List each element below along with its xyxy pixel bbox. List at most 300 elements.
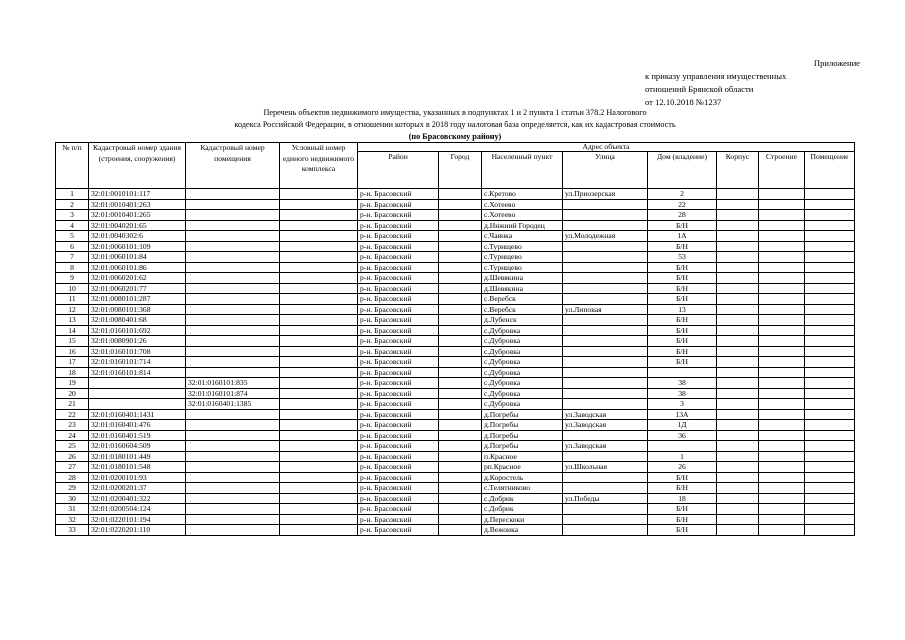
- cell-num: 24: [56, 430, 89, 441]
- cell-house: Б/Н: [648, 315, 717, 326]
- title-line-1: Перечень объектов недвижимого имущества, указанных в подпунктах 1 и 2 пункта 1 статьи 378.2 Налогового: [263, 108, 647, 117]
- cell-premises: [186, 283, 280, 294]
- cell-pomeshenie: [805, 336, 855, 347]
- cell-korpus: [717, 483, 759, 494]
- cell-premises: [186, 294, 280, 305]
- cell-street: [563, 430, 648, 441]
- table-row: [56, 304, 855, 315]
- cell-city: [439, 504, 482, 515]
- cell-settlement: д.Вежонка: [482, 525, 563, 536]
- cell-num: 21: [56, 399, 89, 410]
- cell-num: 3: [56, 210, 89, 221]
- cell-district: р-н. Брасовский: [358, 525, 439, 536]
- header-pomeshenie: Помещение: [805, 152, 855, 189]
- cell-district: р-н. Брасовский: [358, 462, 439, 473]
- cell-house: [648, 441, 717, 452]
- cell-city: [439, 273, 482, 284]
- header-stroenie: Строение: [759, 152, 805, 189]
- cell-stroenie: [759, 525, 805, 536]
- cell-city: [439, 462, 482, 473]
- cell-stroenie: [759, 378, 805, 389]
- cell-district: р-н. Брасовский: [358, 346, 439, 357]
- cell-building: 32:01:0040302:6: [89, 231, 186, 242]
- table-row: [56, 346, 855, 357]
- cell-pomeshenie: [805, 210, 855, 221]
- cell-pomeshenie: [805, 514, 855, 525]
- cell-settlement: с.Турищево: [482, 241, 563, 252]
- cell-city: [439, 189, 482, 200]
- cell-num: 10: [56, 283, 89, 294]
- cell-settlement: с.Дубровка: [482, 388, 563, 399]
- cell-building: [89, 388, 186, 399]
- cell-city: [439, 493, 482, 504]
- cell-premises: [186, 346, 280, 357]
- cell-building: 32:01:0060101:84: [89, 252, 186, 263]
- cell-premises: [186, 325, 280, 336]
- cell-pomeshenie: [805, 252, 855, 263]
- table-body: [56, 189, 855, 536]
- cell-premises: [186, 367, 280, 378]
- cell-korpus: [717, 451, 759, 462]
- table-row: [56, 399, 855, 410]
- cell-street: [563, 283, 648, 294]
- cell-city: [439, 472, 482, 483]
- cell-pomeshenie: [805, 273, 855, 284]
- cell-street: [563, 220, 648, 231]
- cell-premises: [186, 220, 280, 231]
- cell-complex: [280, 441, 358, 452]
- cell-num: 7: [56, 252, 89, 263]
- table-row: [56, 336, 855, 347]
- cell-premises: [186, 199, 280, 210]
- cell-street: ул.Липовая: [563, 304, 648, 315]
- cell-pomeshenie: [805, 315, 855, 326]
- cell-pomeshenie: [805, 409, 855, 420]
- cell-house: Б/Н: [648, 357, 717, 368]
- cell-stroenie: [759, 315, 805, 326]
- cell-num: 9: [56, 273, 89, 284]
- appendix-title: Приложение: [813, 58, 860, 68]
- cell-pomeshenie: [805, 294, 855, 305]
- cell-stroenie: [759, 294, 805, 305]
- cell-settlement: с.Хотеево: [482, 210, 563, 221]
- cell-premises: [186, 304, 280, 315]
- title-line-2: кодекса Российской Федерации, в отношении которых в 2018 году налоговая база определяется, как их кадастровая стоимость: [234, 120, 676, 129]
- cell-stroenie: [759, 189, 805, 200]
- cell-pomeshenie: [805, 462, 855, 473]
- cell-city: [439, 315, 482, 326]
- cell-house: 1А: [648, 231, 717, 242]
- cell-district: р-н. Брасовский: [358, 483, 439, 494]
- cell-pomeshenie: [805, 189, 855, 200]
- table-row: [56, 388, 855, 399]
- cell-complex: [280, 241, 358, 252]
- cell-street: ул.Приозерская: [563, 189, 648, 200]
- cell-house: Б/Н: [648, 294, 717, 305]
- cell-house: Б/Н: [648, 273, 717, 284]
- cell-street: [563, 252, 648, 263]
- cell-premises: [186, 493, 280, 504]
- table-row: [56, 430, 855, 441]
- cell-complex: [280, 493, 358, 504]
- cell-building: 32:01:0080101:368: [89, 304, 186, 315]
- cell-settlement: д.Шевякина: [482, 283, 563, 294]
- cell-korpus: [717, 189, 759, 200]
- cell-district: р-н. Брасовский: [358, 472, 439, 483]
- cell-street: [563, 325, 648, 336]
- cell-district: р-н. Брасовский: [358, 273, 439, 284]
- cell-pomeshenie: [805, 493, 855, 504]
- cell-district: р-н. Брасовский: [358, 451, 439, 462]
- cell-stroenie: [759, 220, 805, 231]
- cell-city: [439, 483, 482, 494]
- cell-house: 1Д: [648, 420, 717, 431]
- cell-district: р-н. Брасовский: [358, 378, 439, 389]
- cell-num: 20: [56, 388, 89, 399]
- cell-pomeshenie: [805, 483, 855, 494]
- cell-settlement: с.Дубровка: [482, 325, 563, 336]
- cell-stroenie: [759, 472, 805, 483]
- cell-settlement: д.Погребы: [482, 420, 563, 431]
- cell-premises: [186, 231, 280, 242]
- cell-city: [439, 231, 482, 242]
- cell-city: [439, 294, 482, 305]
- cell-city: [439, 283, 482, 294]
- cell-building: 32:01:0160101:708: [89, 346, 186, 357]
- cell-complex: [280, 273, 358, 284]
- cell-korpus: [717, 357, 759, 368]
- cell-premises: [186, 252, 280, 263]
- cell-complex: [280, 325, 358, 336]
- cell-house: Б/Н: [648, 504, 717, 515]
- cell-street: [563, 273, 648, 284]
- cell-house: 1: [648, 451, 717, 462]
- cell-pomeshenie: [805, 388, 855, 399]
- cell-house: Б/Н: [648, 325, 717, 336]
- cell-pomeshenie: [805, 504, 855, 515]
- cell-num: 29: [56, 483, 89, 494]
- cell-district: р-н. Брасовский: [358, 241, 439, 252]
- table-row: [56, 294, 855, 305]
- cell-settlement: д.Погребы: [482, 441, 563, 452]
- cell-complex: [280, 294, 358, 305]
- cell-pomeshenie: [805, 367, 855, 378]
- header-building: Кадастровый номер здания (строения, сооружения): [89, 143, 186, 189]
- cell-building: 32:01:0180101:548: [89, 462, 186, 473]
- document-title: [60, 107, 850, 143]
- cell-korpus: [717, 346, 759, 357]
- header-district: Район: [358, 152, 439, 189]
- cell-settlement: с.Кретово: [482, 189, 563, 200]
- table-row: [56, 420, 855, 431]
- cell-settlement: с.Дубровка: [482, 346, 563, 357]
- table-row: [56, 367, 855, 378]
- cell-street: [563, 210, 648, 221]
- cell-korpus: [717, 294, 759, 305]
- cell-house: 3: [648, 399, 717, 410]
- cell-korpus: [717, 441, 759, 452]
- table-row: [56, 315, 855, 326]
- cell-korpus: [717, 399, 759, 410]
- cell-pomeshenie: [805, 262, 855, 273]
- cell-city: [439, 378, 482, 389]
- header-complex: Условный номер единого недвижимого комплекса: [280, 143, 358, 189]
- cell-city: [439, 514, 482, 525]
- cell-building: 32:01:0160101:714: [89, 357, 186, 368]
- table-row: [56, 409, 855, 420]
- cell-street: ул.Заводская: [563, 420, 648, 431]
- cell-city: [439, 441, 482, 452]
- cell-building: 32:01:0200201:37: [89, 483, 186, 494]
- cell-district: р-н. Брасовский: [358, 504, 439, 515]
- cell-premises: [186, 504, 280, 515]
- cell-korpus: [717, 525, 759, 536]
- cell-korpus: [717, 252, 759, 263]
- cell-complex: [280, 409, 358, 420]
- cell-num: 13: [56, 315, 89, 326]
- cell-building: 32:01:0180101:449: [89, 451, 186, 462]
- title-district: (по Брасовскому району): [408, 132, 502, 141]
- cell-settlement: с.Добрик: [482, 493, 563, 504]
- cell-pomeshenie: [805, 346, 855, 357]
- cell-street: [563, 367, 648, 378]
- cell-building: 32:01:0080401:68: [89, 315, 186, 326]
- cell-building: 32:01:0200401:322: [89, 493, 186, 504]
- table-row: [56, 210, 855, 221]
- cell-num: 18: [56, 367, 89, 378]
- cell-district: р-н. Брасовский: [358, 315, 439, 326]
- cell-settlement: д.Коростель: [482, 472, 563, 483]
- cell-korpus: [717, 199, 759, 210]
- cell-city: [439, 399, 482, 410]
- cell-house: 36: [648, 430, 717, 441]
- header-korpus: Корпус: [717, 152, 759, 189]
- cell-complex: [280, 378, 358, 389]
- cell-district: р-н. Брасовский: [358, 189, 439, 200]
- cell-building: 32:01:0060201:62: [89, 273, 186, 284]
- cell-house: 13А: [648, 409, 717, 420]
- cell-settlement: с.Телятниково: [482, 483, 563, 494]
- cell-stroenie: [759, 252, 805, 263]
- cell-num: 4: [56, 220, 89, 231]
- cell-stroenie: [759, 420, 805, 431]
- cell-premises: [186, 409, 280, 420]
- cell-street: ул.Молодежная: [563, 231, 648, 242]
- table-row: [56, 325, 855, 336]
- header-settlement: Населенный пункт: [482, 152, 563, 189]
- cell-house: 22: [648, 199, 717, 210]
- cell-stroenie: [759, 462, 805, 473]
- cell-street: [563, 294, 648, 305]
- table-row: [56, 199, 855, 210]
- table-row: [56, 189, 855, 200]
- cell-street: [563, 483, 648, 494]
- cell-building: 32:01:0160604:509: [89, 441, 186, 452]
- cell-premises: [186, 430, 280, 441]
- cell-house: Б/Н: [648, 483, 717, 494]
- cell-settlement: с.Дубровка: [482, 399, 563, 410]
- cell-korpus: [717, 210, 759, 221]
- cell-house: 53: [648, 252, 717, 263]
- cell-house: [648, 367, 717, 378]
- cell-house: Б/Н: [648, 472, 717, 483]
- cell-complex: [280, 315, 358, 326]
- cell-num: 33: [56, 525, 89, 536]
- cell-premises: [186, 336, 280, 347]
- cell-korpus: [717, 462, 759, 473]
- cell-stroenie: [759, 283, 805, 294]
- cell-premises: [186, 441, 280, 452]
- cell-complex: [280, 514, 358, 525]
- cell-premises: 32:01:0160101:835: [186, 378, 280, 389]
- cell-korpus: [717, 430, 759, 441]
- cell-building: [89, 399, 186, 410]
- cell-building: 32:01:0080101:287: [89, 294, 186, 305]
- cell-stroenie: [759, 241, 805, 252]
- cell-premises: [186, 273, 280, 284]
- cell-stroenie: [759, 409, 805, 420]
- cell-district: р-н. Брасовский: [358, 210, 439, 221]
- cell-settlement: д.Лубенск: [482, 315, 563, 326]
- cell-premises: [186, 525, 280, 536]
- cell-pomeshenie: [805, 399, 855, 410]
- cell-korpus: [717, 325, 759, 336]
- cell-premises: [186, 262, 280, 273]
- cell-settlement: д.Погребы: [482, 409, 563, 420]
- cell-building: 32:01:0060101:86: [89, 262, 186, 273]
- cell-settlement: д.Шевякина: [482, 273, 563, 284]
- cell-premises: [186, 420, 280, 431]
- cell-settlement: с.Веребск: [482, 304, 563, 315]
- cell-building: 32:01:0160401:476: [89, 420, 186, 431]
- cell-stroenie: [759, 367, 805, 378]
- appendix-block: [645, 57, 860, 109]
- cell-premises: [186, 483, 280, 494]
- cell-complex: [280, 210, 358, 221]
- cell-settlement: с.Дубровка: [482, 378, 563, 389]
- cell-pomeshenie: [805, 325, 855, 336]
- cell-building: 32:01:0160401:519: [89, 430, 186, 441]
- cell-num: 19: [56, 378, 89, 389]
- cell-korpus: [717, 388, 759, 399]
- cell-pomeshenie: [805, 304, 855, 315]
- cell-city: [439, 420, 482, 431]
- cell-pomeshenie: [805, 231, 855, 242]
- cell-stroenie: [759, 304, 805, 315]
- cell-street: [563, 315, 648, 326]
- cell-num: 30: [56, 493, 89, 504]
- appendix-date: от 12.10.2018 №1237: [645, 97, 722, 107]
- cell-district: р-н. Брасовский: [358, 294, 439, 305]
- cell-building: 32:01:0080901:26: [89, 336, 186, 347]
- cell-district: р-н. Брасовский: [358, 252, 439, 263]
- cell-district: р-н. Брасовский: [358, 388, 439, 399]
- cell-stroenie: [759, 451, 805, 462]
- table-row: [56, 262, 855, 273]
- cell-complex: [280, 420, 358, 431]
- table-row: [56, 220, 855, 231]
- table-row: [56, 451, 855, 462]
- cell-house: 38: [648, 378, 717, 389]
- cell-building: [89, 378, 186, 389]
- cell-complex: [280, 462, 358, 473]
- cell-settlement: с.Добрик: [482, 504, 563, 515]
- cell-city: [439, 367, 482, 378]
- cell-num: 23: [56, 420, 89, 431]
- cell-num: 8: [56, 262, 89, 273]
- cell-complex: [280, 336, 358, 347]
- cell-district: р-н. Брасовский: [358, 493, 439, 504]
- cell-complex: [280, 220, 358, 231]
- cell-city: [439, 451, 482, 462]
- cell-stroenie: [759, 357, 805, 368]
- cell-korpus: [717, 304, 759, 315]
- cell-district: р-н. Брасовский: [358, 514, 439, 525]
- cell-korpus: [717, 220, 759, 231]
- cell-korpus: [717, 493, 759, 504]
- cell-house: Б/Н: [648, 220, 717, 231]
- cell-street: [563, 399, 648, 410]
- cell-street: [563, 357, 648, 368]
- cell-building: 32:01:0010401:263: [89, 199, 186, 210]
- cell-city: [439, 430, 482, 441]
- header-house: Дом (владение): [648, 152, 717, 189]
- cell-korpus: [717, 367, 759, 378]
- table-row: [56, 493, 855, 504]
- appendix-authority: отношений Брянской области: [645, 84, 754, 94]
- cell-settlement: д.Погребы: [482, 430, 563, 441]
- cell-stroenie: [759, 514, 805, 525]
- cell-street: [563, 241, 648, 252]
- table-row: [56, 504, 855, 515]
- cell-district: р-н. Брасовский: [358, 262, 439, 273]
- cell-street: ул.Победы: [563, 493, 648, 504]
- cell-city: [439, 409, 482, 420]
- cell-building: 32:01:0060101:109: [89, 241, 186, 252]
- cell-num: 27: [56, 462, 89, 473]
- header-city: Город: [439, 152, 482, 189]
- cell-building: 32:01:0160401:1431: [89, 409, 186, 420]
- cell-city: [439, 325, 482, 336]
- cell-city: [439, 241, 482, 252]
- cell-street: [563, 346, 648, 357]
- cell-premises: 32:01:0160401:1385: [186, 399, 280, 410]
- cell-num: 16: [56, 346, 89, 357]
- cell-settlement: с.Дубровка: [482, 367, 563, 378]
- table-row: [56, 514, 855, 525]
- cell-premises: [186, 315, 280, 326]
- cell-house: Б/Н: [648, 514, 717, 525]
- cell-street: [563, 472, 648, 483]
- cell-street: [563, 262, 648, 273]
- cell-city: [439, 525, 482, 536]
- cell-settlement: с.Хотеево: [482, 199, 563, 210]
- cell-settlement: д.Нижний Городец: [482, 220, 563, 231]
- cell-complex: [280, 525, 358, 536]
- cell-stroenie: [759, 483, 805, 494]
- cell-street: ул.Заводская: [563, 409, 648, 420]
- cell-street: [563, 378, 648, 389]
- cell-premises: [186, 189, 280, 200]
- table-row: [56, 357, 855, 368]
- cell-complex: [280, 472, 358, 483]
- cell-stroenie: [759, 388, 805, 399]
- cell-premises: 32:01:0160101:874: [186, 388, 280, 399]
- cell-num: 15: [56, 336, 89, 347]
- cell-building: 32:01:0040201:65: [89, 220, 186, 231]
- cell-stroenie: [759, 346, 805, 357]
- cell-building: 32:01:0200101:93: [89, 472, 186, 483]
